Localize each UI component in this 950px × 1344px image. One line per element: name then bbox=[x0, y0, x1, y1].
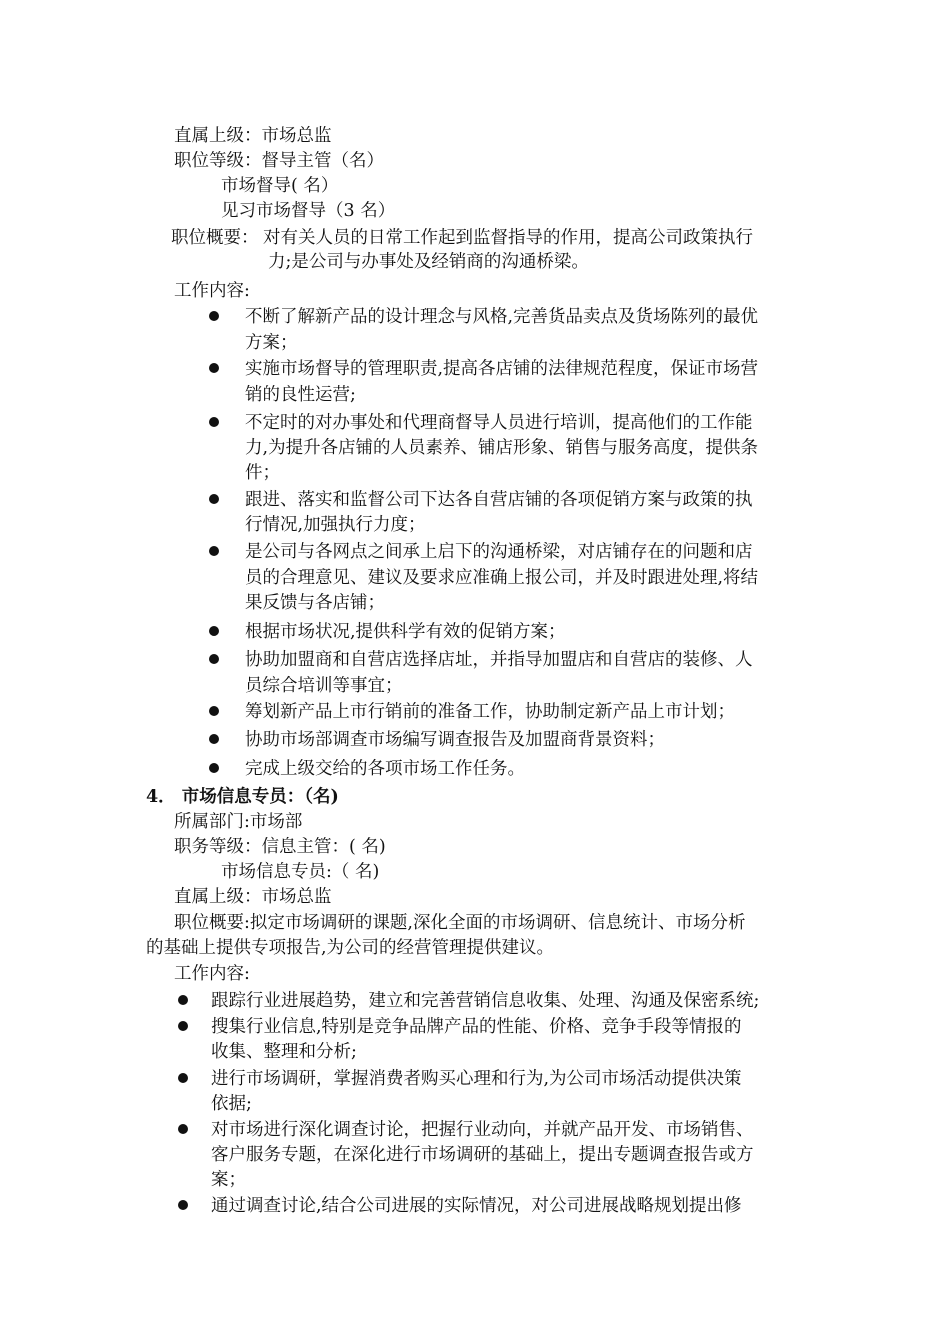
list-item: 实施市场督导的管理职责,提高各店铺的法律规范程度，保证市场营 bbox=[245, 359, 759, 379]
list-item: 筹划新产品上市行销前的准备工作，协助制定新产品上市计划； bbox=[245, 702, 735, 722]
list-item: 跟踪行业进展趋势，建立和完善营销信息收集、处理、沟通及保密系统; bbox=[211, 991, 760, 1011]
bullet-icon bbox=[209, 654, 219, 664]
bullet-icon bbox=[178, 1021, 188, 1031]
bullet-icon bbox=[178, 1073, 188, 1083]
work-content-label: 工作内容: bbox=[174, 281, 250, 301]
bullet-icon bbox=[209, 417, 219, 427]
overview-line: 职位概要:拟定市场调研的课题,深化全面的市场调研、信息统计、市场分析 bbox=[174, 913, 746, 933]
overview-line: 对有关人员的日常工作起到监督指导的作用，提高公司政策执行 bbox=[263, 228, 753, 248]
list-item: 协助加盟商和自营店选择店址，并指导加盟店和自营店的装修、人 bbox=[245, 650, 753, 670]
overview-line: 力;是公司与办事处及经销商的沟通桥梁。 bbox=[268, 252, 589, 272]
list-item-cont: 行情况,加强执行力度； bbox=[245, 515, 426, 535]
list-item-cont: 果反馈与各店铺； bbox=[245, 593, 385, 613]
list-item: 不断了解新产品的设计理念与风格,完善货品卖点及货场陈列的最优 bbox=[245, 307, 759, 327]
grade-line-2: 市场督导( 名） bbox=[221, 176, 339, 196]
list-item: 对市场进行深化调查讨论，把握行业动向，并就产品开发、市场销售、 bbox=[211, 1120, 754, 1140]
department-line: 所属部门:市场部 bbox=[174, 812, 303, 832]
bullet-icon bbox=[209, 734, 219, 744]
list-item: 协助市场部调查市场编写调查报告及加盟商背景资料； bbox=[245, 730, 665, 750]
overview-line: 的基础上提供专项报告,为公司的经营管理提供建议。 bbox=[146, 938, 555, 958]
list-item-cont: 员综合培训等事宜； bbox=[245, 676, 403, 696]
list-item-cont: 销的良性运营; bbox=[245, 385, 356, 405]
bullet-icon bbox=[209, 546, 219, 556]
list-item: 不定时的对办事处和代理商督导人员进行培训，提高他们的工作能 bbox=[245, 413, 753, 433]
bullet-icon bbox=[209, 494, 219, 504]
list-item-cont: 依据; bbox=[211, 1094, 252, 1114]
bullet-icon bbox=[178, 995, 188, 1005]
list-item: 根据市场状况,提供科学有效的促销方案； bbox=[245, 622, 566, 642]
list-item-cont: 案； bbox=[211, 1170, 246, 1190]
work-content-label: 工作内容: bbox=[174, 964, 250, 984]
list-item-cont: 件； bbox=[245, 463, 280, 483]
overview-label: 职位概要： bbox=[171, 228, 259, 248]
bullet-icon bbox=[209, 311, 219, 321]
grade-line: 职位等级：督导主管（名） bbox=[174, 151, 384, 171]
list-item: 进行市场调研，掌握消费者购买心理和行为,为公司市场活动提供决策 bbox=[211, 1069, 742, 1089]
grade-line-3: 见习市场督导（3 名） bbox=[221, 201, 396, 221]
superior-line: 直属上级：市场总监 bbox=[174, 887, 332, 907]
bullet-icon bbox=[178, 1124, 188, 1134]
list-item-cont: 员的合理意见、建议及要求应准确上报公司，并及时跟进处理,将结 bbox=[245, 568, 759, 588]
list-item: 搜集行业信息,特别是竞争品牌产品的性能、价格、竞争手段等情报的 bbox=[211, 1017, 742, 1037]
grade-line-2: 市场信息专员:（ 名) bbox=[221, 862, 380, 882]
list-item: 跟进、落实和监督公司下达各自营店铺的各项促销方案与政策的执 bbox=[245, 490, 753, 510]
superior-line: 直属上级：市场总监 bbox=[174, 126, 332, 146]
bullet-icon bbox=[209, 763, 219, 773]
bullet-icon bbox=[209, 626, 219, 636]
list-item: 完成上级交给的各项市场工作任务。 bbox=[245, 759, 525, 779]
bullet-icon bbox=[209, 706, 219, 716]
grade-line: 职务等级：信息主管：( 名) bbox=[174, 837, 386, 857]
list-item-cont: 收集、整理和分析; bbox=[211, 1042, 357, 1062]
list-item: 是公司与各网点之间承上启下的沟通桥梁，对店铺存在的问题和店 bbox=[245, 542, 753, 562]
list-item-cont: 力,为提升各店铺的人员素养、铺店形象、销售与服务高度，提供条 bbox=[245, 438, 759, 458]
list-item-cont: 客户服务专题，在深化进行市场调研的基础上，提出专题调查报告或方 bbox=[211, 1145, 754, 1165]
list-item: 通过调查讨论,结合公司进展的实际情况，对公司进展战略规划提出修 bbox=[211, 1196, 742, 1216]
list-item-cont: 方案； bbox=[245, 333, 298, 353]
section-heading: 4． 市场信息专员：（名) bbox=[146, 787, 339, 807]
bullet-icon bbox=[209, 363, 219, 373]
bullet-icon bbox=[178, 1200, 188, 1210]
